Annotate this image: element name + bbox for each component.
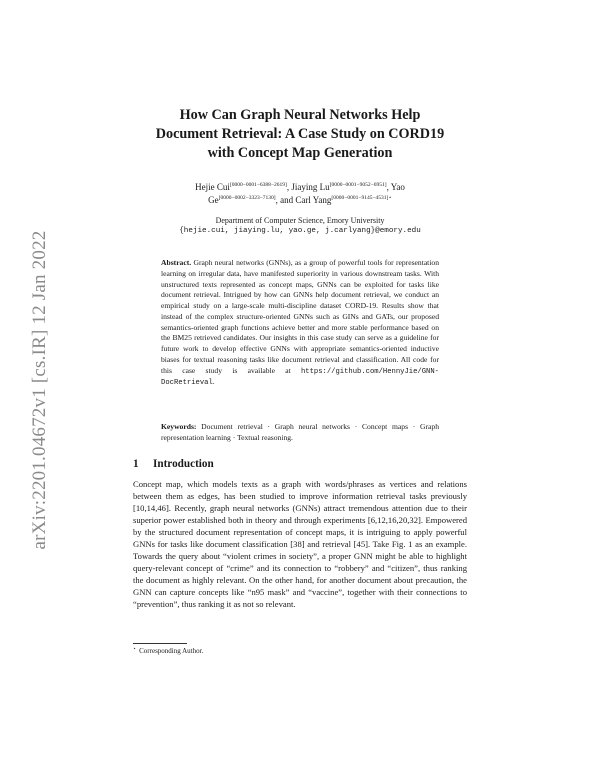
author-line-2 — [150, 194, 450, 207]
abstract-label: Abstract. — [161, 258, 192, 267]
author-emails: {hejie.cui, jiaying.lu, yao.ge, j.carlyang}@emory.edu — [179, 227, 421, 235]
section-number: 1 — [133, 458, 139, 470]
footnote-rule — [133, 643, 187, 644]
author-orcid: [0000−0001−9145−4531] — [331, 195, 389, 201]
title-line-1: How Can Graph Neural Networks Help — [179, 107, 421, 123]
footnote-mark: ⋆ — [133, 647, 137, 652]
keywords — [161, 422, 439, 444]
code-link[interactable]: https://github.com/HennyJie/GNN-DocRetrieval — [161, 367, 439, 388]
abstract — [161, 258, 439, 389]
title-line-3: with Concept Map Generation — [207, 145, 393, 161]
author-name: Carl Yang — [295, 195, 332, 205]
author-list — [150, 181, 450, 207]
author-line-1 — [150, 181, 450, 194]
author-orcid: [0000−0001−6388−2619] — [229, 182, 287, 188]
title-line-2: Document Retrieval: A Case Study on CORD19 — [155, 126, 445, 142]
footnote-text: Corresponding Author. — [139, 647, 204, 655]
paper-title — [122, 106, 478, 163]
arxiv-identifier[interactable]: arXiv:2201.04672v1 [cs.IR] 12 Jan 2022 — [29, 230, 50, 550]
section-heading — [133, 458, 214, 470]
keywords-label: Keywords: — [161, 422, 197, 431]
author-name: Yao — [390, 182, 405, 192]
section-title: Introduction — [153, 458, 214, 470]
abstract-end: . — [212, 377, 215, 387]
keywords-text: Document retrieval · Graph neural networks · Concept maps · Graph representation learning · Textual reasoning. — [161, 422, 439, 442]
author-orcid: [0000−0002−3323−7130] — [218, 195, 276, 201]
footnote — [133, 647, 203, 655]
affiliation — [150, 215, 450, 237]
author-orcid: [0000−0001−9052−6951] — [329, 182, 387, 188]
author-separator: , — [286, 182, 292, 192]
author-name: Jiaying Lu — [291, 182, 330, 192]
corresponding-mark: ⋆ — [388, 195, 392, 201]
abstract-text: Graph neural networks (GNNs), as a group of powerful tools for representation learning on irregular data, have manifested superiority in various downstream tasks. With unstructured texts represented as concept maps, GNNs can be exploited for tasks like document retrieval. Intrigued by how can GNNs help document retrieval, we conduct an empirical study on a large-scale multi-discipline dataset CORD-19. Results show that instead of the complex structure-oriented GNNs such as GINs and GATs, our proposed semantics-oriented graph functions achieve better and more stable performance based on the BM25 retrieved candidates. Our insights in this case study can serve as a guideline for future work to develop effective GNNs with appropriate semantics-oriented inductive biases for textual reasoning tasks like document retrieval and classification. All code for this case study is available at — [161, 258, 439, 375]
author-name: Ge — [208, 195, 219, 205]
author-name: Hejie Cui — [195, 182, 230, 192]
author-separator: , and — [275, 195, 296, 205]
author-separator: , — [386, 182, 391, 192]
intro-paragraph: Concept map, which models texts as a graph with words/phrases as vertices and relations between them as edges, has been studied to improve information retrieval tasks previously [10,14,46]. Recently, graph neural networks (GNNs) attract tremendous attention due to their superior power established both in theory and through experiments [6,12,16,20,32]. Empowered by the structured document representation of concept maps, it is intriguing to apply powerful GNNs for tasks like document classification [38] and retrieval [45]. Take Fig. 1 as an example. Towards the query about “violent crimes in society”, a proper GNN might be able to highlight query-relevant concept of “crime” and its connection to “robbery” and “citizen”, thus ranking the document as highly relevant. On the other hand, for another document about precaution, the GNN can capture concepts like “n95 mask” and “vaccine”, together with their connections to “prevention”, thus ranking it as not so relevant. — [133, 479, 467, 610]
department: Department of Computer Science, Emory University — [215, 216, 385, 225]
